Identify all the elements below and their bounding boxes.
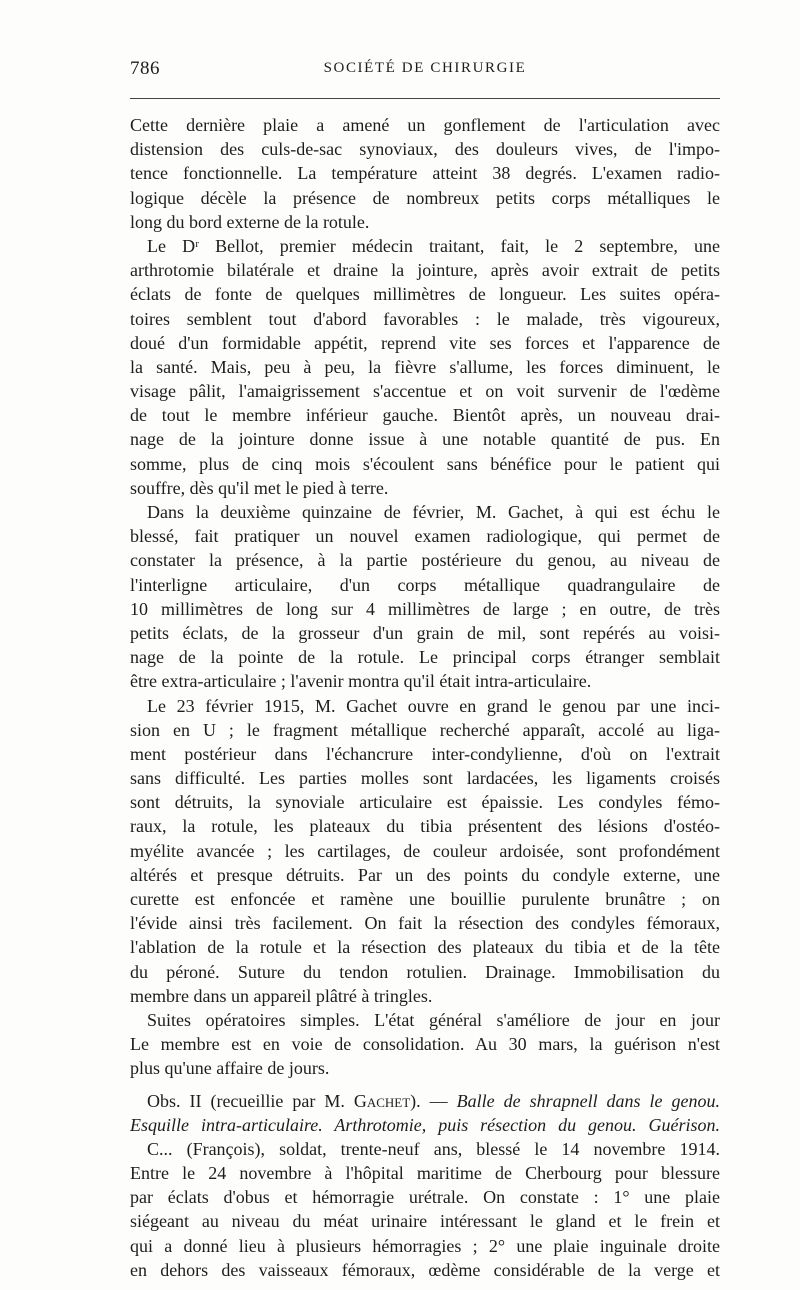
text-line: Suites opératoires simples. L'état général s'améliore de jour en jour bbox=[147, 1009, 720, 1030]
text-line: l'interligne articulaire, d'un corps métallique quadrangulaire de bbox=[130, 574, 720, 595]
body-text bbox=[130, 113, 720, 1282]
text-line: distension des culs-de-sac synoviaux, des douleurs vives, de l'impo- bbox=[130, 139, 720, 160]
page-number: 786 bbox=[130, 58, 160, 79]
text-line: Dans la deuxième quinzaine de février, M. Gachet, à qui est échu le bbox=[147, 502, 720, 522]
text-line: la santé. Mais, peu à peu, la fièvre s'allume, les forces diminuent, le bbox=[130, 356, 720, 377]
text-line: doué d'un formidable appétit, reprend vite ses forces et l'apparence de bbox=[130, 332, 720, 353]
text-line: Cette dernière plaie a amené un gonflement de l'articulation avec bbox=[130, 115, 720, 135]
text-line: sion en U ; le fragment métallique recherché apparaît, accolé au liga- bbox=[130, 719, 720, 740]
text-line: membre dans un appareil plâtré à tringles. bbox=[130, 985, 433, 1006]
text-line: myélite avancée ; les cartilages, de couleur ardoisée, sont profondément bbox=[130, 840, 720, 861]
text-line: arthrotomie bilatérale et draine la jointure, après avoir extrait de petits bbox=[130, 260, 720, 281]
text-line: tence fonctionnelle. La température atteint 38 degrés. L'examen radio- bbox=[130, 163, 720, 184]
text-line: être extra-articulaire ; l'avenir montra qu'il était intra-articulaire. bbox=[130, 671, 592, 692]
text-line: du péroné. Suture du tendon rotulien. Drainage. Immobilisation du bbox=[130, 961, 720, 982]
text-line: Le 23 février 1915, M. Gachet ouvre en grand le genou par une inci- bbox=[147, 695, 720, 716]
text-line: C... (François), soldat, trente-neuf ans, blessé le 14 novembre 1914. bbox=[147, 1138, 720, 1159]
spacer bbox=[130, 1081, 720, 1089]
text-line: siégeant au niveau du méat urinaire intéressant le gland et le frein et bbox=[130, 1211, 720, 1232]
text-line: constater la présence, à la partie postérieure du genou, au niveau de bbox=[130, 550, 720, 571]
text-line: nage de la pointe de la rotule. Le principal corps étranger semblait bbox=[130, 647, 720, 668]
text-line: par éclats d'obus et hémorragie urétrale. On constate : 1° une plaie bbox=[130, 1187, 720, 1208]
text-line: sans difficulté. Les parties molles sont lardacées, les ligaments croisés bbox=[130, 768, 720, 789]
obs-title-2: Esquille intra-articulaire. Arthrotomie, puis résection du genou. Guérison. bbox=[130, 1114, 720, 1135]
text-line: Entre le 24 novembre à l'hôpital maritime de Cherbourg pour blessure bbox=[130, 1163, 720, 1184]
text-line: 10 millimètres de long sur 4 millimètres de large ; en outre, de très bbox=[130, 598, 720, 619]
obs-title-1: Balle de shrapnell dans le genou. bbox=[456, 1090, 720, 1111]
text-line: Le membre est en voie de consolidation. Au 30 mars, la guérison n'est bbox=[130, 1034, 720, 1055]
text-line: éclats de fonte de quelques millimètres de longueur. Les suites opéra- bbox=[130, 284, 720, 305]
text-line: raux, la rotule, les plateaux du tibia présentent des lésions d'ostéo- bbox=[130, 816, 720, 837]
text-line: l'évide ainsi très facilement. On fait la résection des condyles fémoraux, bbox=[130, 913, 720, 934]
text-line: l'ablation de la rotule et la résection des plateaux du tibia et de la tête bbox=[130, 937, 720, 958]
text-line: visage pâlit, l'amaigrissement s'accentue et on voit survenir de l'œdème bbox=[130, 381, 720, 402]
text-line: long du bord externe de la rotule. bbox=[130, 211, 370, 232]
text-line: logique décèle la présence de nombreux petits corps métalliques le bbox=[130, 187, 720, 208]
text-line: petits éclats, de la grosseur d'un grain de mil, sont repérés au voisi- bbox=[130, 622, 720, 643]
obs-suffix: ). — bbox=[410, 1090, 457, 1111]
text-line: altérés et presque détruits. Par un des points du condyle externe, une bbox=[130, 864, 720, 885]
text-line: nage de la jointure donne issue à une notable quantité de pus. En bbox=[130, 429, 720, 450]
obs-author: Gachet bbox=[353, 1090, 411, 1111]
header-rule bbox=[130, 98, 720, 99]
obs-heading bbox=[130, 1089, 720, 1113]
text-line: blessé, fait pratiquer un nouvel examen radiologique, qui permet de bbox=[130, 526, 720, 547]
obs-prefix: Obs. II (recueillie par M. bbox=[147, 1090, 354, 1111]
text-line: plus qu'une affaire de jours. bbox=[130, 1058, 330, 1079]
text-line: Le Dʳ Bellot, premier médecin traitant, fait, le 2 septembre, une bbox=[147, 235, 720, 256]
text-line: toires semblent tout d'abord favorables : le malade, très vigoureux, bbox=[130, 308, 720, 329]
text-line: curette est enfoncée et ramène une bouillie purulente brunâtre ; on bbox=[130, 889, 720, 909]
text-line: sont détruits, la synoviale articulaire est épaissie. Les condyles fémo- bbox=[130, 792, 720, 813]
text-line: de tout le membre inférieur gauche. Bientôt après, un nouveau drai- bbox=[130, 405, 720, 426]
text-line: qui a donné lieu à plusieurs hémorragies ; 2° une plaie inguinale droite bbox=[130, 1235, 720, 1256]
page-header bbox=[130, 58, 720, 88]
text-line: en dehors des vaisseaux fémoraux, œdème considérable de la verge et bbox=[130, 1259, 720, 1280]
text-line: somme, plus de cinq mois s'écoulent sans bénéfice pour le patient qui bbox=[130, 453, 720, 474]
text-line: souffre, dès qu'il met le pied à terre. bbox=[130, 477, 389, 498]
running-head: SOCIÉTÉ DE CHIRURGIE bbox=[323, 60, 527, 76]
text-line: ment postérieur dans l'échancrure inter-condylienne, d'où on l'extrait bbox=[130, 743, 720, 764]
